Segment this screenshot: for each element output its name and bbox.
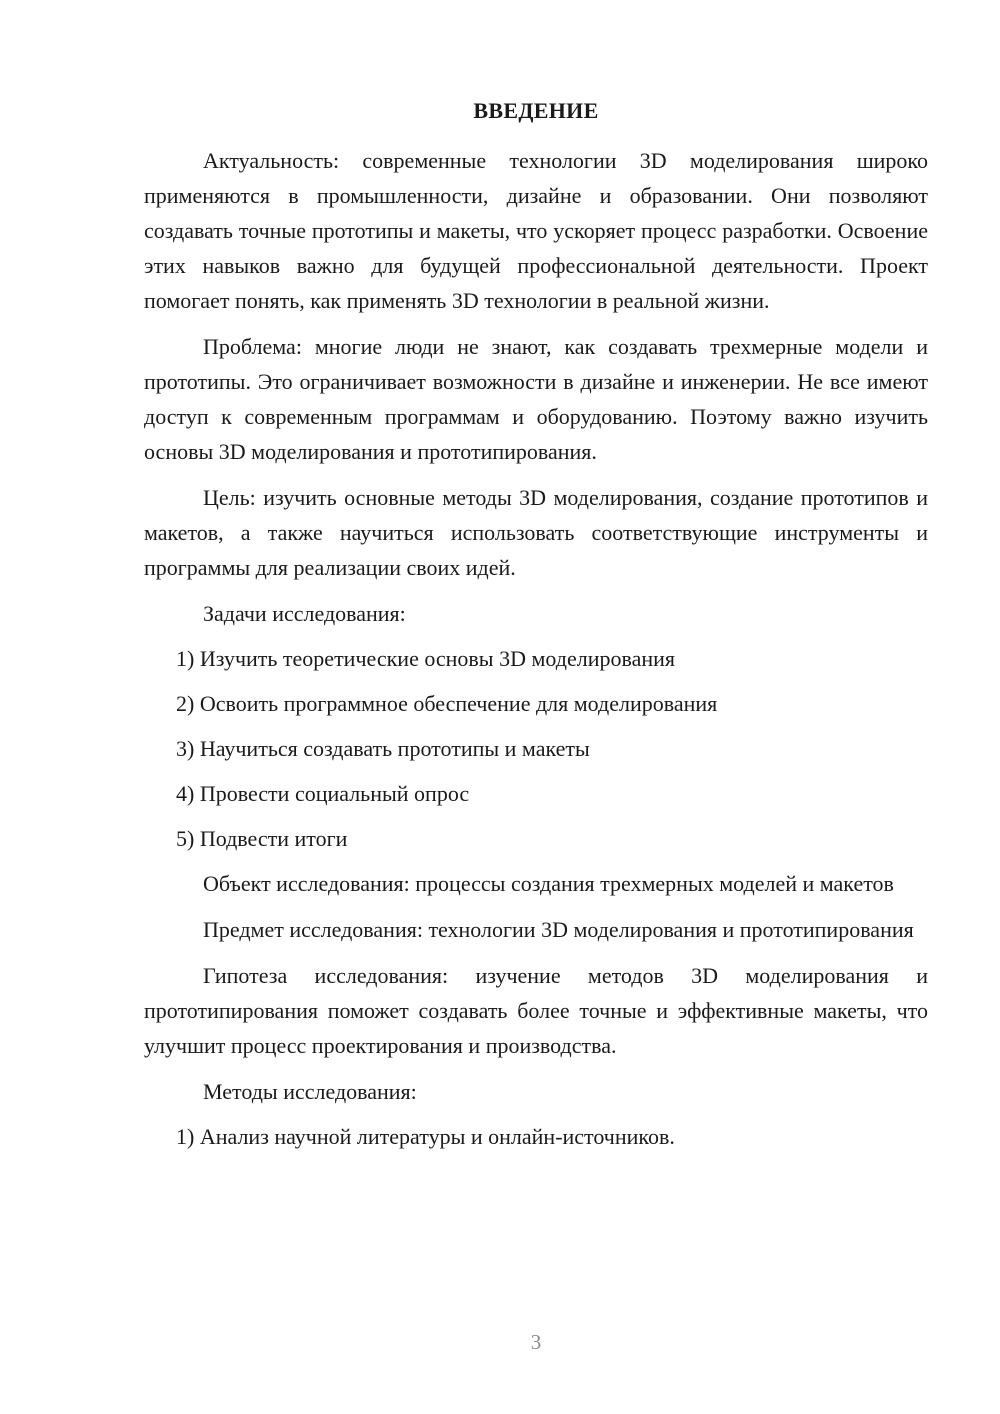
method-item: 1) Анализ научной литературы и онлайн-источников. <box>176 1124 675 1149</box>
paragraph-object: Объект исследования: процессы создания трехмерных моделей и макетов <box>203 871 894 896</box>
paragraph-subject: Предмет исследования: технологии 3D моделирования и прототипирования <box>203 917 914 942</box>
task-item: 5) Подвести итоги <box>176 826 348 851</box>
methods-heading: Методы исследования: <box>203 1079 417 1104</box>
paragraph-relevance: Актуальность: современные технологии 3D моделирования широко применяются в промышленности, дизайне и образовании. Они позволяют создавать точные прототипы и макеты, что ускоряет процесс разработки. Освоение этих навыков важно для будущей профессиональной деятельности. Проект помогает понять, как применять 3D технологии в реальной жизни. <box>144 148 928 313</box>
paragraph-hypothesis: Гипотеза исследования: изучение методов 3D моделирования и прототипирования поможет создавать более точные и эффективные макеты, что улучшит процесс проектирования и производства. <box>144 963 928 1058</box>
tasks-heading: Задачи исследования: <box>203 601 406 626</box>
document-body <box>144 143 928 1154</box>
task-item: 1) Изучить теоретические основы 3D моделирования <box>176 646 675 671</box>
task-item: 2) Освоить программное обеспечение для моделирования <box>176 691 718 716</box>
section-title: ВВЕДЕНИЕ <box>473 98 599 123</box>
paragraph-problem: Проблема: многие люди не знают, как создавать трехмерные модели и прототипы. Это ограничивает возможности в дизайне и инженерии. Не все имеют доступ к современным программам и оборудованию. Поэтому важно изучить основы 3D моделирования и прототипирования. <box>144 334 928 464</box>
paragraph-goal: Цель: изучить основные методы 3D моделирования, создание прототипов и макетов, а также научиться использовать соответствующие инструменты и программы для реализации своих идей. <box>144 485 928 580</box>
task-item: 4) Провести социальный опрос <box>176 781 470 806</box>
task-item: 3) Научиться создавать прототипы и макеты <box>176 736 590 761</box>
page-number: 3 <box>530 1330 542 1354</box>
